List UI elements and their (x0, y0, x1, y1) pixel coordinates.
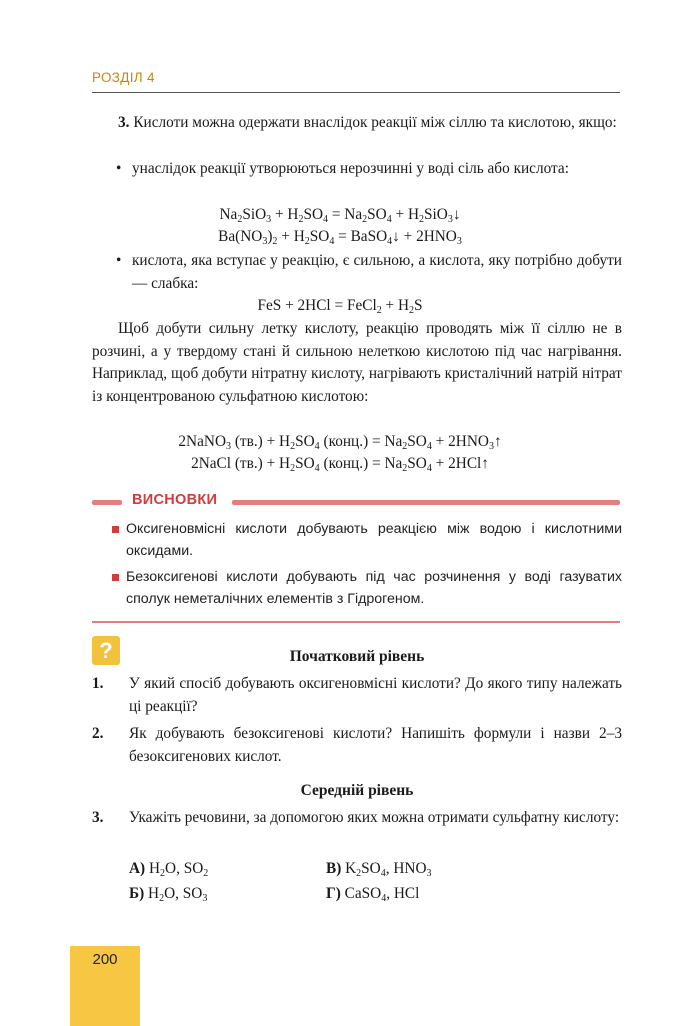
bullet-insoluble: • унаслідок реакції утворюються нерозчинні у воді сіль або кислота: (118, 158, 622, 181)
answer-option-v: В) $K_2SO_4$, $HNO_3$ (326, 860, 432, 879)
level-heading-basic: Початковий рівень (289, 648, 425, 665)
paragraph-intro-text: Кислоти можна одержати внаслідок реакції між сіллю та кислотою, якщо: (133, 114, 617, 131)
square-bullet-icon (112, 526, 119, 533)
equation-1: $Na_2SiO_3 + H_2SO_4 = Na_2SO_4$ + $H_2SiO_3↓$ (219, 206, 461, 225)
question-item: 3. Укажіть речовини, за допомогою яких можна отримати сульфатну кислоту: (92, 809, 620, 826)
square-bullet-icon (112, 574, 119, 581)
bullet-dot-icon: • (116, 252, 122, 269)
conclusions-rule-right (232, 500, 620, 505)
header-divider (92, 92, 620, 93)
conclusions-bottom-rule (92, 621, 620, 623)
equation-5: 2NaCl $(тв.) + H_2SO_4$ (конц.) = $Na_2SO_4$ + 2HCl↑ (191, 455, 489, 474)
conclusions-title: ВИСНОВКИ (132, 492, 218, 508)
question-item: 1. У який спосіб добувають оксигеновмісні кислоти? До якого типу належать ці реакції? (92, 675, 622, 715)
paragraph-number: 3. (118, 114, 130, 131)
equation-3: FeS + 2HCl = FeCl$_2$ + $H_2S$ (257, 297, 423, 316)
conclusion-item: Оксигеновмісні кислоти добувають реакцією між водою і кислотними оксидами. (112, 518, 622, 562)
answer-option-a: А) $H_2O$, $SO_2$ (129, 860, 209, 879)
paragraph-volatile-acid: Щоб добути сильну летку кислоту, реакцію проводять між її сіллю не в розчині, а у твердому стані й сильною нелеткою кислотою під час нагрівання. Наприклад, щоб добути нітратну кислоту, нагрівають кристалічний натрій нітрат із концентрованою сульфатною кислотою: (92, 320, 622, 405)
section-label: РОЗДІЛ 4 (92, 70, 155, 85)
equation-4: 2NaNO$_3$ $(тв.) + H_2SO_4$ (конц.) = $Na_2SO_4$ + $2HNO_3↑$ (178, 433, 502, 452)
conclusions-rule-left (92, 500, 122, 505)
equation-2: $Ba(NO_3)_2 + H_2SO_4$ = BaSO$_4$↓ + $2HNO_3$ (218, 228, 462, 247)
answer-option-g: Г) CaSO$_4$, HCl (326, 885, 420, 904)
question-item: 2. Як добувають безоксигенові кислоти? Напишіть формули і назви 2–3 безоксигенових кислот. (92, 725, 622, 765)
paragraph-3-intro (92, 112, 622, 135)
bullet-strong-acid: • кислота, яка вступає у реакцію, є сильною, а кислота, яку потрібно добути — слабка: (116, 252, 622, 292)
conclusion-item: Безоксигенові кислоти добувають під час розчинення у воді газуватих сполук неметалічних елементів з Гідрогеном. (112, 566, 622, 610)
answer-option-b: Б) $H_2O$, $SO_3$ (129, 885, 208, 904)
level-heading-middle: Середній рівень (300, 782, 414, 799)
page-number: 200 (92, 951, 118, 968)
bullet-dot-icon: • (116, 160, 122, 177)
question-badge-icon: ? (92, 636, 120, 665)
